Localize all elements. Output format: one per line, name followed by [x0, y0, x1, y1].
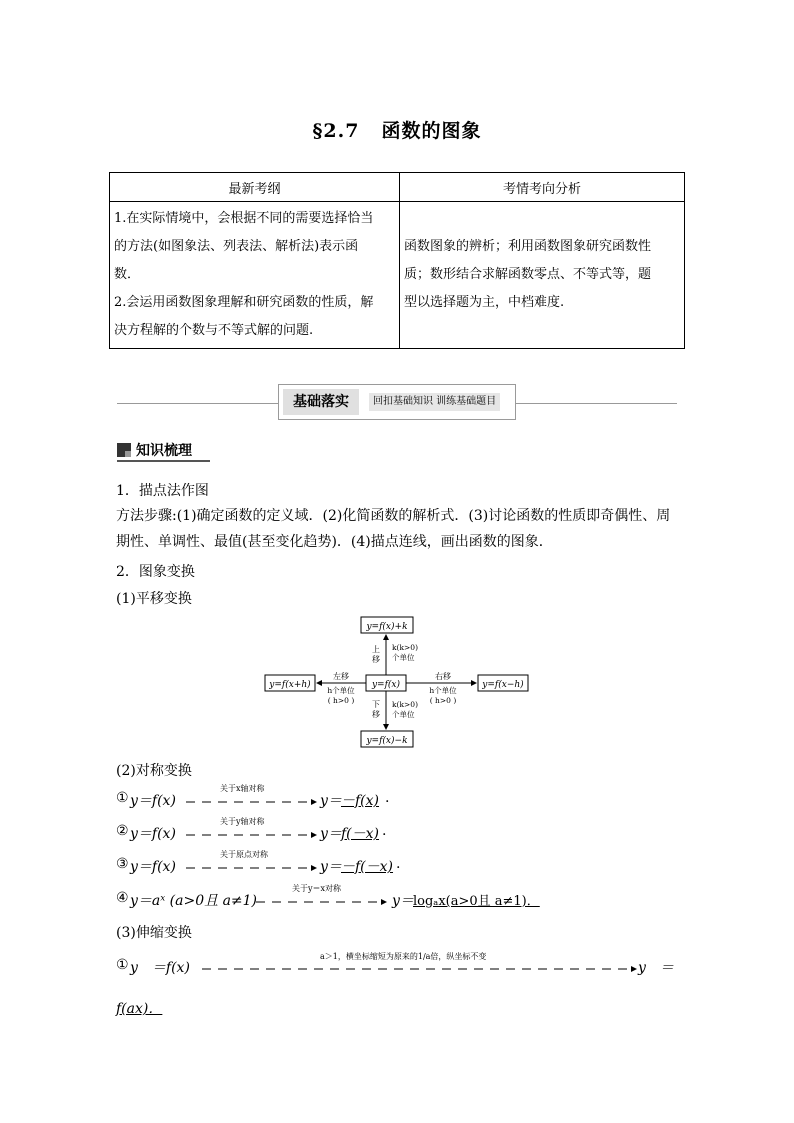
left-cond-1: h个单位	[327, 686, 355, 695]
banner-rule-left	[117, 403, 278, 404]
scaling-heading: (3)伸缩变换	[116, 925, 192, 941]
scaling-row-1	[116, 952, 686, 979]
symmetry-row-2	[116, 817, 556, 845]
row-tail: .	[385, 790, 390, 806]
banner-rule-right	[516, 403, 677, 404]
syllabus-line: 数．	[114, 267, 141, 282]
row-lhs: y＝f(x)	[130, 793, 176, 809]
outline-table	[109, 172, 685, 349]
row-rhs: y＝	[320, 793, 342, 809]
table-cell-analysis	[400, 202, 685, 349]
translation-diagram	[262, 614, 532, 750]
row-lhs: y ＝f(x)	[130, 960, 190, 976]
scaling-answer: f(ax)．	[116, 1001, 163, 1017]
syllabus-line: 2.会运用函数图象理解和研究函数的性质，解	[114, 295, 374, 310]
row-number: ①	[116, 790, 129, 806]
dashed-arrow	[186, 831, 318, 839]
row-transform-label: 关于x轴对称	[220, 784, 265, 793]
row-transform-label: 关于y＝x对称	[292, 884, 342, 893]
item1-heading: 1．描点法作图	[116, 483, 209, 499]
analysis-line: 函数图象的辨析；利用函数图象研究函数性	[404, 239, 652, 254]
up-cond-1: k(k>0)	[392, 643, 418, 652]
analysis-line: 质；数形结合求解函数零点、不等式等，题	[404, 267, 652, 282]
square-icon	[117, 443, 131, 457]
right-label: y=f(x−h)	[482, 680, 524, 690]
row-answer: －f(－x)	[341, 859, 394, 875]
row-rhs: y＝	[392, 893, 414, 909]
row-number: ③	[116, 856, 129, 872]
row-rhs: y ＝	[638, 960, 674, 976]
row-transform-label: 关于原点对称	[220, 850, 268, 859]
dashed-arrow	[186, 798, 318, 806]
section-banner	[278, 384, 516, 420]
right-cond-1: h个单位	[429, 686, 457, 695]
dashed-arrow	[256, 898, 388, 906]
heading-underline	[117, 460, 210, 462]
table-header-1: 最新考纲	[110, 173, 400, 202]
symmetry-row-1	[116, 784, 556, 812]
up-cond-2: 个单位	[392, 653, 415, 662]
row-transform-label: a＞1，横坐标缩短为原来的1/a倍，纵坐标不变	[320, 952, 487, 961]
symmetry-row-3	[116, 850, 556, 878]
row-lhs: y＝f(x)	[130, 859, 176, 875]
section-number: §2.7	[312, 120, 360, 142]
table-cell-syllabus	[110, 202, 400, 349]
banner-main: 基础落实	[283, 389, 359, 415]
item2-heading: 2．图象变换	[116, 564, 195, 580]
top-label: y=f(x)+k	[366, 622, 408, 632]
row-rhs: y＝	[320, 826, 342, 842]
dashed-arrow	[186, 864, 318, 872]
syllabus-line: 决方程解的个数与不等式解的问题.	[114, 323, 314, 338]
left-cond-2: ( h>0 )	[327, 696, 355, 705]
row-transform-label: 关于y轴对称	[220, 817, 265, 826]
banner-sub: 回扣基础知识 训练基础题目	[369, 393, 500, 411]
down-cond-2: 个单位	[392, 710, 415, 719]
row-number: ②	[116, 823, 129, 839]
left-move: 左移	[333, 672, 349, 681]
translation-heading: (1)平移变换	[116, 591, 192, 607]
table-header-2: 考情考向分析	[400, 173, 685, 202]
syllabus-line: 1.在实际情境中，会根据不同的需要选择恰当	[114, 211, 374, 226]
symmetry-heading: (2)对称变换	[116, 763, 192, 779]
row-number: ①	[116, 957, 129, 973]
row-rhs: y＝	[320, 859, 342, 875]
bottom-label: y=f(x)−k	[366, 736, 408, 746]
down-cond-1: k(k>0)	[392, 700, 418, 709]
page-title	[0, 116, 794, 143]
down-move-2: 移	[372, 710, 380, 719]
row-lhs: y＝aˣ (a>0且 a≠1)	[130, 893, 258, 909]
row-answer: logₐx(a>0且 a≠1)．	[413, 894, 540, 909]
up-move-2: 移	[372, 655, 380, 664]
right-cond-2: ( h>0 )	[429, 696, 457, 705]
up-move-1: 上	[372, 645, 380, 654]
row-lhs: y＝f(x)	[130, 826, 176, 842]
symmetry-row-4	[116, 884, 576, 912]
row-number: ④	[116, 890, 129, 906]
row-tail: .	[396, 856, 401, 872]
item1-body: 方法步骤:(1)确定函数的定义域．(2)化简函数的解析式．(3)讨论函数的性质即奇偶性、周期性、单调性、最值(甚至变化趋势)．(4)描点连线，画出函数的图象．	[116, 508, 671, 550]
section-name: 函数的图象	[381, 120, 482, 142]
dashed-arrow	[202, 965, 638, 973]
knowledge-heading-text: 知识梳理	[136, 443, 192, 459]
row-answer: －f(x)	[341, 793, 380, 809]
left-label: y=f(x+h)	[269, 680, 311, 690]
down-move-1: 下	[372, 700, 380, 709]
row-answer: f(－x)	[341, 826, 380, 842]
analysis-line: 型以选择题为主，中档难度.	[404, 295, 565, 310]
row-tail: .	[382, 823, 387, 839]
right-move: 右移	[435, 672, 451, 681]
knowledge-heading	[117, 440, 192, 460]
syllabus-line: 的方法(如图象法、列表法、解析法)表示函	[114, 239, 359, 254]
center-label: y=f(x)	[371, 680, 401, 690]
